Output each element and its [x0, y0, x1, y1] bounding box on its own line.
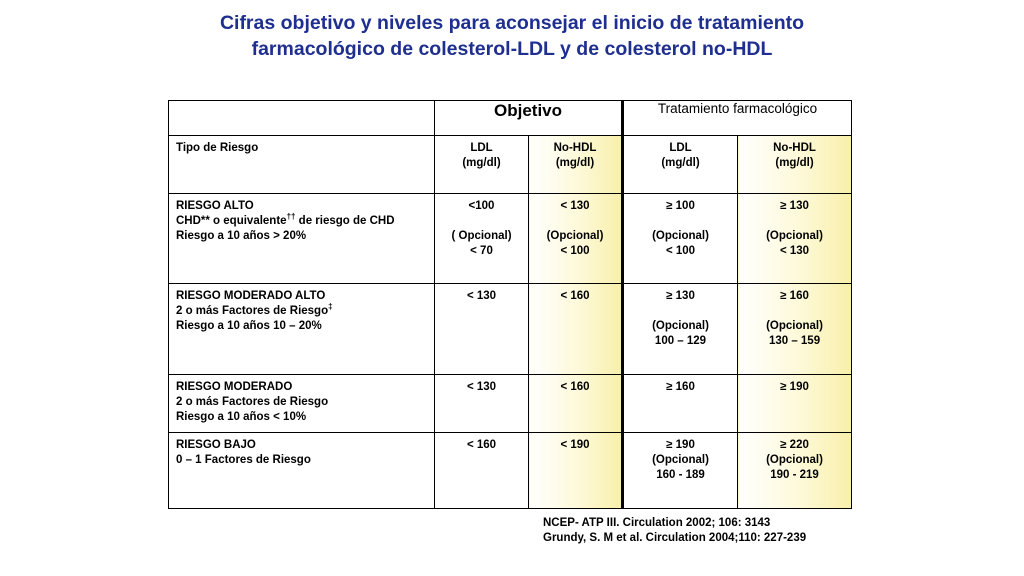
optional-label: (Opcional) [652, 230, 709, 242]
header-empty-cell [169, 101, 435, 136]
risk-factor-line [176, 214, 434, 229]
optional-value: 130 – 159 [768, 335, 821, 347]
tipo-riesgo-cell [169, 375, 435, 433]
value: <100 [468, 200, 495, 212]
unit-label: (mg/dl) [661, 157, 700, 169]
reference-1: NCEP- ATP III. Circulation 2002; 106: 3143 [543, 517, 771, 529]
value: < 160 [560, 381, 590, 393]
nohdl-tratamiento-cell [738, 433, 852, 509]
ldl-tratamiento-header [623, 136, 738, 194]
column-header-row [169, 136, 852, 194]
value: ≥ 220 [780, 439, 809, 451]
table-row [169, 284, 852, 375]
risk-factor-line [176, 304, 434, 319]
ldl-label: LDL [669, 142, 692, 154]
risk-factor-text-rest: de riesgo de CHD [295, 215, 395, 227]
tipo-riesgo-cell [169, 284, 435, 375]
tipo-riesgo-header [169, 136, 435, 194]
risk-level: RIESGO MODERADO [176, 381, 293, 393]
ldl-objetivo-header [435, 136, 529, 194]
ldl-objetivo-cell [435, 284, 529, 375]
optional-value: < 100 [560, 245, 590, 257]
optional-label: (Opcional) [766, 320, 823, 332]
nohdl-tratamiento-cell [738, 375, 852, 433]
ldl-tratamiento-cell [623, 375, 738, 433]
title-line-1: Cifras objetivo y niveles para aconsejar el inicio de tratamiento [219, 12, 805, 34]
optional-label: (Opcional) [546, 230, 604, 242]
table-row [169, 375, 852, 433]
nohdl-tratamiento-cell [738, 194, 852, 284]
optional-label: (Opcional) [766, 454, 823, 466]
slide-title [0, 10, 1024, 62]
risk-10y: Riesgo a 10 años > 20% [176, 230, 307, 242]
nohdl-objetivo-cell [529, 375, 623, 433]
value: ≥ 160 [666, 381, 695, 393]
optional-value: < 100 [665, 245, 696, 257]
ldl-objetivo-cell [435, 194, 529, 284]
value: ≥ 190 [666, 439, 695, 451]
footnote-mark: ‡ [328, 302, 333, 312]
risk-factor-text: CHD** o equivalente [176, 215, 287, 227]
tipo-riesgo-label: Tipo de Riesgo [176, 142, 259, 154]
table-row [169, 433, 852, 509]
optional-value: < 70 [470, 245, 493, 257]
nohdl-tratamiento-cell [738, 284, 852, 375]
risk-factor-text: 2 o más Factores de Riesgo [176, 396, 329, 408]
value: < 160 [560, 290, 590, 302]
value: < 190 [560, 439, 590, 451]
unit-label: (mg/dl) [462, 157, 501, 169]
ldl-tratamiento-cell [623, 433, 738, 509]
objetivo-header: Objetivo [435, 101, 623, 136]
value: < 130 [560, 200, 590, 212]
ldl-tratamiento-cell [623, 284, 738, 375]
group-header-row [169, 101, 852, 136]
value: ≥ 160 [780, 290, 809, 302]
nohdl-objetivo-header [529, 136, 623, 194]
tipo-riesgo-cell [169, 194, 435, 284]
value: ≥ 190 [780, 381, 809, 393]
risk-10y: Riesgo a 10 años 10 – 20% [176, 320, 322, 332]
risk-level: RIESGO ALTO [176, 200, 254, 212]
risk-10y: Riesgo a 10 años < 10% [176, 411, 307, 423]
optional-label: ( Opcional) [451, 230, 512, 242]
lipid-targets-table [168, 100, 852, 509]
optional-label: (Opcional) [766, 230, 823, 242]
value: < 130 [466, 290, 497, 302]
risk-level: RIESGO MODERADO ALTO [176, 290, 326, 302]
ldl-label: LDL [470, 142, 493, 154]
risk-factor-text: 2 o más Factores de Riesgo [176, 305, 329, 317]
nohdl-label: No-HDL [773, 142, 816, 154]
ldl-tratamiento-cell [623, 194, 738, 284]
references [543, 516, 806, 546]
optional-value: 190 - 219 [770, 469, 819, 481]
title-line-2: farmacológico de colesterol-LDL y de colesterol no-HDL [251, 38, 773, 60]
risk-level: RIESGO BAJO [176, 439, 256, 451]
optional-value: 160 - 189 [656, 469, 705, 481]
reference-2: Grundy, S. M et al. Circulation 2004;110: 227-239 [543, 532, 807, 544]
optional-value: 100 – 129 [654, 335, 707, 347]
value: < 130 [466, 381, 497, 393]
nohdl-objetivo-cell [529, 194, 623, 284]
footnote-mark: †† [286, 212, 296, 222]
value: < 160 [466, 439, 497, 451]
ldl-objetivo-cell [435, 433, 529, 509]
nohdl-label: No-HDL [553, 142, 597, 154]
nohdl-objetivo-cell [529, 284, 623, 375]
optional-value: < 130 [779, 245, 810, 257]
optional-label: (Opcional) [652, 320, 709, 332]
nohdl-objetivo-cell [529, 433, 623, 509]
ldl-objetivo-cell [435, 375, 529, 433]
risk-factor-text: 0 – 1 Factores de Riesgo [176, 454, 311, 466]
nohdl-tratamiento-header [738, 136, 852, 194]
value: ≥ 130 [780, 200, 809, 212]
value: ≥ 130 [666, 290, 695, 302]
optional-label: (Opcional) [652, 454, 709, 466]
value: ≥ 100 [666, 200, 695, 212]
tratamiento-header: Tratamiento farmacológico [623, 101, 852, 136]
unit-label: (mg/dl) [775, 157, 814, 169]
table-row [169, 194, 852, 284]
unit-label: (mg/dl) [555, 157, 595, 169]
tipo-riesgo-cell [169, 433, 435, 509]
